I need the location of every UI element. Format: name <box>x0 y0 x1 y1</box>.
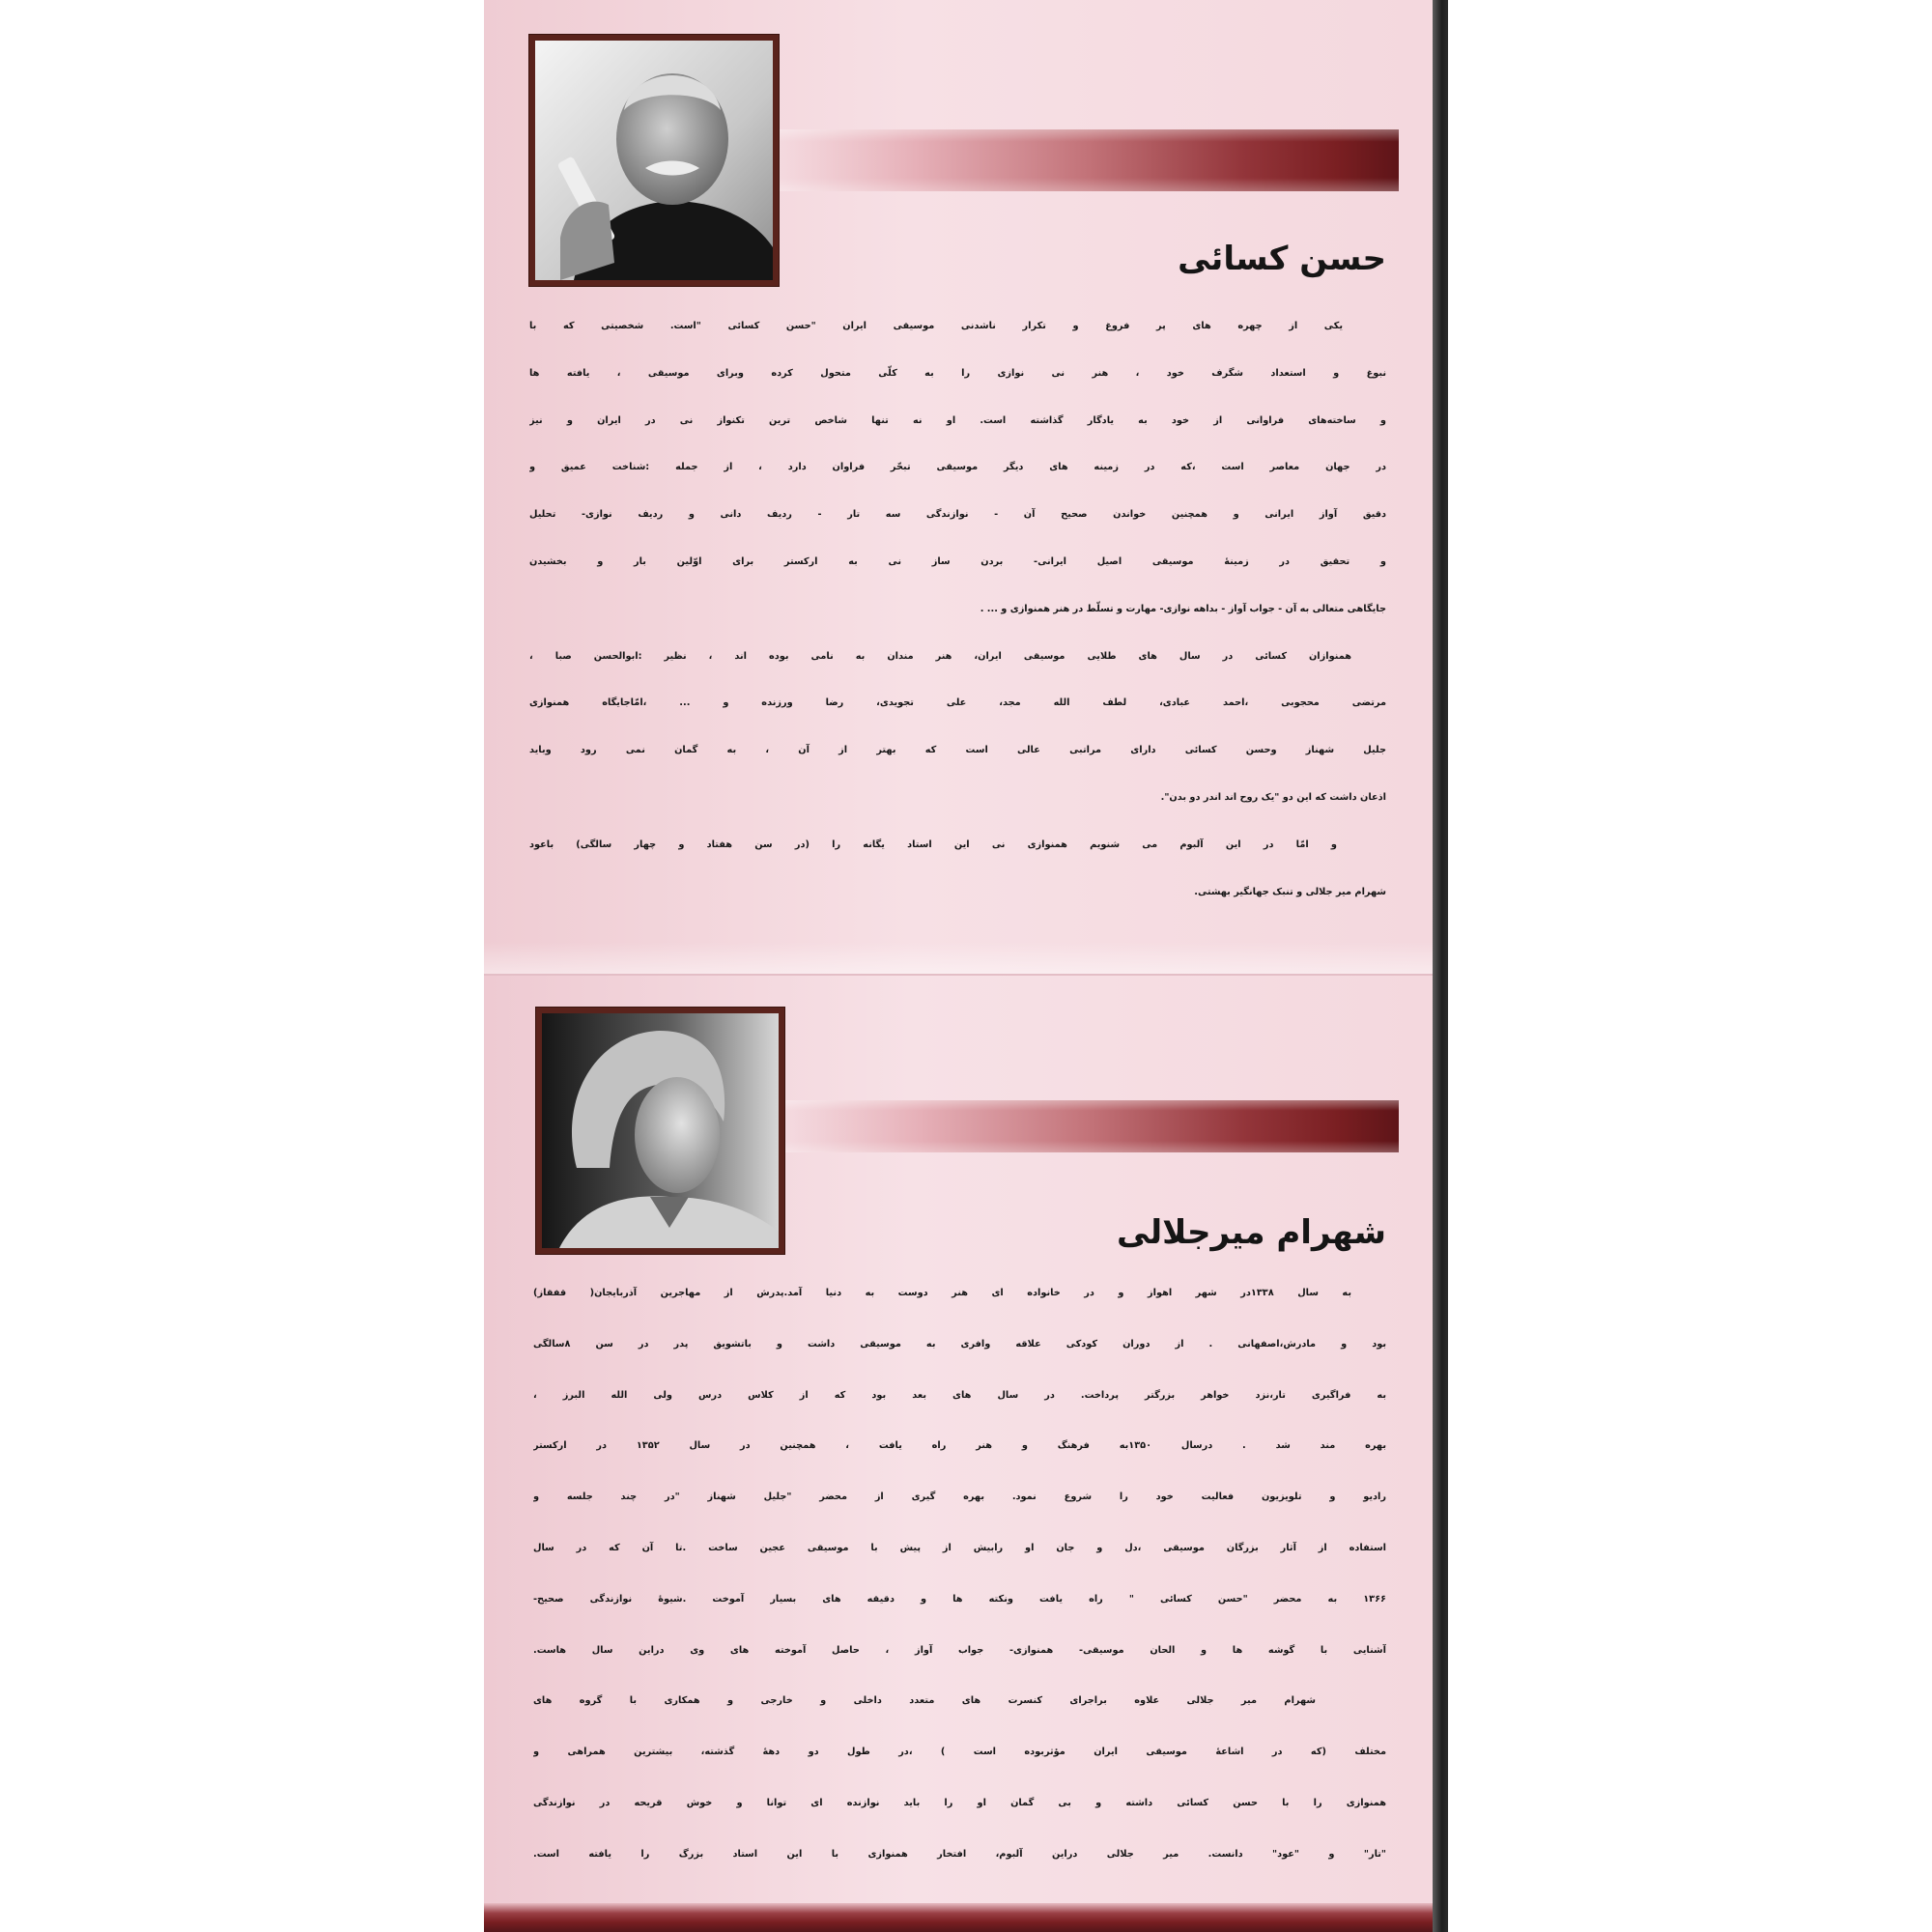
bio-line-text: و تحقیق در زمینهٔ موسیقی اصیل ایرانی- بردن ساز نی به ارکستر برای اوّلین بار و بخشیدن <box>529 555 1386 567</box>
bio-line <box>533 1320 1386 1371</box>
bio-line <box>529 492 1386 539</box>
bio-line <box>533 1371 1386 1422</box>
bio-line-text: دقیق آواز ایرانی و همچنین خواندن صحیح آن - نوازندگی سه تار - ردیف دانی و ردیف نوازی- تحلیل <box>529 509 1386 521</box>
booklet-edge-strip <box>1433 0 1448 1932</box>
bio-line-text: رادیو و تلویزیون فعالیت خود را شروع نمود. بهره گیری از محضر "جلیل شهناز "در چند جلسه و <box>533 1492 1386 1503</box>
bio-line-text: در جهان معاصر است ،که در زمینه های دیگر موسیقی تبحّر فراوان دارد ، از جمله :شناخت عمیق و <box>529 462 1386 473</box>
bio-line <box>533 1268 1386 1320</box>
bio-line <box>529 351 1386 398</box>
bio-line <box>529 822 1386 869</box>
bio-line-text: ۱۳۶۶ به محضر "حسن کسائی " راه یافت ونکته ها و دقیقه های بسیار آموخت .شیوهٔ نوازندگی صحیح- <box>533 1593 1386 1605</box>
decorative-gradient-bar <box>779 129 1399 191</box>
bio-line-text: مختلف (که در اشاعهٔ موسیقی ایران مؤثربوده است ) ،در طول دو دههٔ گذشته، بیشترین همراهی و <box>533 1747 1386 1758</box>
bio-line-text: آشنایی با گوشه ها و الحان موسیقی- همنوازی- جواب آواز ، حاصل آموخته های وی دراین سال هاست. <box>533 1644 1386 1656</box>
bio-text-hasan-kasaei <box>529 303 1386 916</box>
bio-line <box>529 539 1386 586</box>
bio-line-text: به فراگیری تار،نزد خواهر بزرگتر پرداخت. در سال های بعد بود که از کلاس درس ولی الله البرز ، <box>533 1389 1386 1401</box>
bio-line-text: یکی از چهره های پر فروغ و تکرار ناشدنی موسیقی ایران "حسن کسائی "است. شخصیتی که با <box>529 321 1343 331</box>
bio-line <box>529 775 1386 822</box>
bio-line-text: مرتضی محجوبی ،احمد عبادی، لطف الله مجد، علی تجویدی، رضا ورزنده و ... ،امّاجایگاه همنوازی <box>529 697 1386 709</box>
decorative-gradient-bar <box>784 1100 1399 1152</box>
bio-line-text: استفاده از آثار بزرگان موسیقی ،دل و جان او رابیش از پیش با موسیقی عجین ساخت .تا آن که در سال <box>533 1542 1386 1553</box>
bio-line <box>529 680 1386 727</box>
bio-line-text: "تار" و "عود" دانست. میر جلالی دراین آلبوم، افتخار همنوازی با این استاد بزرگ را یافته است. <box>533 1848 1386 1860</box>
section-title: شهرام میرجلالی <box>1116 1213 1386 1252</box>
portrait-frame-hasan-kasaei <box>529 35 779 286</box>
bio-line-text: شهرام میر جلالی و تنبک جهانگیر بهشتی. <box>1194 886 1386 897</box>
bio-line <box>529 398 1386 445</box>
bio-line <box>533 1523 1386 1575</box>
bio-line-text: و امّا در این آلبوم می شنویم همنوازی نی این استاد یگانه را (در سن هفتاد و چهار سالگی) باعود <box>529 838 1337 850</box>
bio-line-text: همنوازان کسائی در سال های طلایی موسیقی ایران، هنر مندان به نامی بوده اند ، نظیر :ابوالحسن صبا ، <box>529 650 1351 662</box>
bio-line <box>529 444 1386 492</box>
bio-line <box>533 1626 1386 1677</box>
bio-line-text: شهرام میر جلالی علاوه براجرای کنسرت های متعدد داخلی و خارجی و همکاری با گروه های <box>533 1695 1316 1707</box>
bio-line <box>533 1727 1386 1778</box>
portrait-face <box>635 1077 720 1193</box>
bio-line <box>529 303 1386 351</box>
bio-line-text: و ساخته‌های فراوانی از خود به یادگار گذاشته است. او نه تنها شاخص ترین تکنواز نی در ایران و نیز <box>529 414 1386 426</box>
bio-line <box>533 1676 1386 1727</box>
bio-line <box>533 1421 1386 1472</box>
bio-line-text: بود و مادرش،اصفهانی . از دوران کودکی علاقه وافری به موسیقی داشت و باتشویق پدر در سن ۸سالگی <box>533 1338 1386 1350</box>
bio-line-text: جایگاهی متعالی به آن - جواب آواز - بداهه نوازی- مهارت و تسلّط در هنر همنوازی و ... . <box>980 603 1386 614</box>
bio-line <box>529 586 1386 634</box>
bio-line <box>529 727 1386 775</box>
bio-line-text: به سال ۱۳۳۸در شهر اهواز و در خانواده ای هنر دوست به دنیا آمد.پدرش از مهاجرین آذربایجان( قفقاز) <box>533 1288 1351 1298</box>
bio-line <box>533 1472 1386 1523</box>
bio-line-text: نبوغ و استعداد شگرف خود ، هنر نی نوازی را به کلّی متحول کرده وبرای موسیقی ، یافته ها <box>529 367 1386 379</box>
portrait-frame-shahram-mirjalali <box>536 1008 784 1254</box>
bio-text-shahram-mirjalali <box>533 1268 1386 1881</box>
portrait-photo <box>542 1013 779 1248</box>
portrait-photo <box>535 41 773 280</box>
bio-line-text: اذعان داشت که این دو "یک روح اند اندر دو بدن". <box>1160 791 1386 803</box>
bio-line <box>533 1830 1386 1881</box>
bio-line <box>533 1575 1386 1626</box>
bio-line <box>533 1778 1386 1830</box>
bio-line-text: بهره مند شد . درسال ۱۳۵۰به فرهنگ و هنر راه یافت ، همچنین در سال ۱۳۵۲ در ارکستر <box>533 1440 1386 1452</box>
bio-line-text: جلیل شهناز وحسن کسائی دارای مراتبی عالی است که بهتر از آن ، به گمان نمی رود وباید <box>529 745 1386 756</box>
bio-line <box>529 634 1386 681</box>
bottom-decorative-band <box>484 1903 1433 1932</box>
bio-line-text: همنوازی را با حسن کسائی داشته و بی گمان او را باید نوازنده ای توانا و خوش قریحه در نوازندگی <box>533 1797 1386 1808</box>
bio-line <box>529 869 1386 917</box>
section-title: حسن کسائی <box>1178 240 1386 278</box>
page-fold <box>484 942 1433 974</box>
